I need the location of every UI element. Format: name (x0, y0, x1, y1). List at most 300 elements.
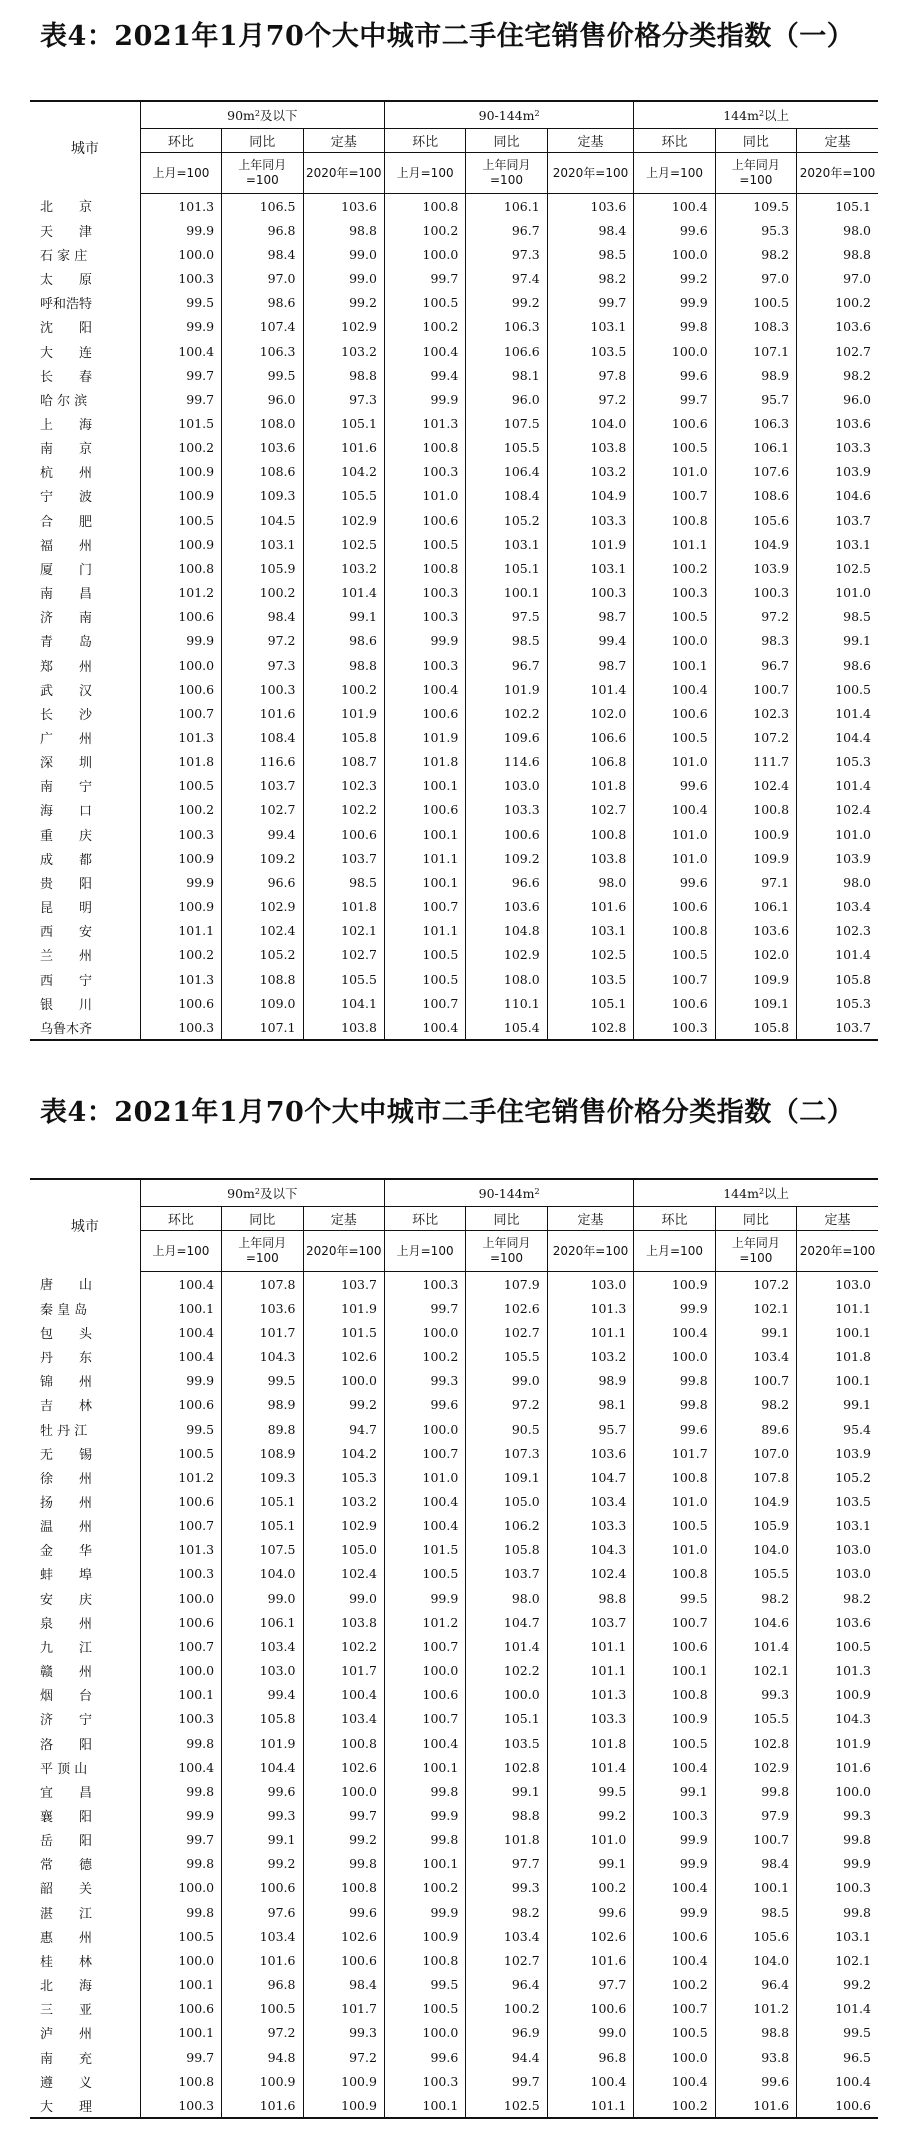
yoy-mid-cell: 108.4 (466, 484, 547, 508)
mom-small-cell: 99.8 (140, 1900, 221, 1924)
fixed-mid-cell: 100.3 (547, 581, 634, 605)
yoy-small-cell: 99.4 (222, 822, 303, 846)
fixed-mid-cell: 103.8 (547, 846, 634, 870)
yoy-large-cell: 107.8 (715, 1465, 796, 1489)
yoy-large-cell: 106.3 (715, 411, 796, 435)
mom-small-cell: 100.1 (140, 1296, 221, 1320)
fixed-mid-cell: 103.4 (547, 1489, 634, 1513)
yoy-mid-cell: 102.7 (466, 1320, 547, 1344)
yoy-small-cell: 97.2 (222, 629, 303, 653)
yoy-small-cell: 109.2 (222, 846, 303, 870)
mom-mid-cell: 101.1 (384, 919, 465, 943)
fixed-small-cell: 105.8 (303, 725, 384, 749)
table-row (30, 1924, 878, 1948)
yoy-large-cell: 107.1 (715, 339, 796, 363)
base-mom-label: 上月=100 (384, 1231, 465, 1272)
yoy-small-cell: 107.4 (222, 315, 303, 339)
mom-large-cell: 100.6 (634, 411, 715, 435)
fixed-mid-cell: 100.8 (547, 822, 634, 846)
yoy-mid-cell: 96.7 (466, 653, 547, 677)
yoy-small-cell: 103.1 (222, 532, 303, 556)
fixed-mid-cell: 105.1 (547, 991, 634, 1015)
yoy-small-cell: 102.9 (222, 895, 303, 919)
yoy-large-cell: 98.9 (715, 363, 796, 387)
table-1-title: 表4：2021年1月70个大中城市二手住宅销售价格分类指数（一） (40, 21, 855, 52)
fixed-mid-cell: 97.7 (547, 1973, 634, 1997)
fixed-small-cell: 102.9 (303, 315, 384, 339)
table-row (30, 653, 878, 677)
yoy-large-cell: 98.2 (715, 1393, 796, 1417)
fixed-small-cell: 103.8 (303, 1610, 384, 1634)
yoy-large-cell: 107.2 (715, 725, 796, 749)
fixed-mid-cell: 98.7 (547, 653, 634, 677)
yoy-small-cell: 98.4 (222, 605, 303, 629)
yoy-small-cell: 96.6 (222, 870, 303, 894)
city-name-cell: 厦 门 (40, 562, 93, 578)
mom-large-cell: 101.1 (634, 532, 715, 556)
yoy-mid-cell: 102.7 (466, 1948, 547, 1972)
base-fixed-label: 2020年=100 (547, 1231, 634, 1272)
yoy-large-cell: 105.8 (715, 1015, 796, 1040)
yoy-small-cell: 101.7 (222, 1320, 303, 1344)
yoy-large-cell: 100.9 (715, 822, 796, 846)
mom-small-cell: 99.7 (140, 363, 221, 387)
mom-small-cell: 100.5 (140, 774, 221, 798)
city-name-cell: 丹 东 (40, 1351, 93, 1367)
mom-small-cell: 99.9 (140, 218, 221, 242)
fixed-mid-cell: 101.8 (547, 1731, 634, 1755)
yoy-mid-cell: 109.6 (466, 725, 547, 749)
fixed-large-cell: 104.6 (797, 484, 878, 508)
city-name-cell: 宁 波 (40, 490, 93, 506)
yoy-mid-cell: 103.0 (466, 774, 547, 798)
mom-mid-cell: 99.4 (384, 363, 465, 387)
yoy-small-cell: 89.8 (222, 1417, 303, 1441)
fixed-small-cell: 102.2 (303, 798, 384, 822)
mom-mid-cell: 100.3 (384, 581, 465, 605)
table-row (30, 1344, 878, 1368)
fixed-small-cell: 98.6 (303, 629, 384, 653)
yoy-mid-cell: 101.9 (466, 677, 547, 701)
fixed-mid-cell: 103.2 (547, 460, 634, 484)
city-name-cell: 重 庆 (40, 828, 93, 844)
yoy-small-cell: 97.0 (222, 266, 303, 290)
fixed-small-cell: 104.2 (303, 1441, 384, 1465)
city-name-cell: 天 津 (40, 224, 93, 240)
table-row (30, 1876, 878, 1900)
yoy-small-cell: 106.5 (222, 194, 303, 219)
mom-small-cell: 100.9 (140, 484, 221, 508)
base-mom-label: 上月=100 (384, 153, 465, 194)
yoy-large-cell: 109.1 (715, 991, 796, 1015)
fixed-small-cell: 105.3 (303, 1465, 384, 1489)
mom-mid-cell: 100.5 (384, 943, 465, 967)
fixed-large-cell: 103.9 (797, 460, 878, 484)
fixed-mid-cell: 99.5 (547, 1779, 634, 1803)
table-row (30, 315, 878, 339)
fixed-mid-cell: 101.1 (547, 1320, 634, 1344)
mom-small-cell: 100.9 (140, 532, 221, 556)
city-name-cell: 太 原 (40, 273, 93, 289)
yoy-mid-cell: 106.6 (466, 339, 547, 363)
table-row (30, 363, 878, 387)
yoy-small-cell: 102.7 (222, 798, 303, 822)
yoy-mid-cell: 102.9 (466, 943, 547, 967)
mom-large-cell: 100.9 (634, 1707, 715, 1731)
fixed-small-cell: 102.2 (303, 1634, 384, 1658)
table-2-title: 表4：2021年1月70个大中城市二手住宅销售价格分类指数（二） (40, 1097, 855, 1128)
fixed-mid-cell: 101.9 (547, 532, 634, 556)
mom-mid-cell: 99.8 (384, 1779, 465, 1803)
yoy-mid-cell: 100.6 (466, 822, 547, 846)
fixed-mid-cell: 97.8 (547, 363, 634, 387)
fixed-mid-cell: 95.7 (547, 1417, 634, 1441)
city-name-cell: 唐 山 (40, 1278, 93, 1294)
mom-mid-cell: 99.9 (384, 1900, 465, 1924)
fixed-large-cell: 99.9 (797, 1852, 878, 1876)
mom-large-cell: 100.4 (634, 1876, 715, 1900)
table-row (30, 387, 878, 411)
fixed-large-cell: 103.6 (797, 411, 878, 435)
fixed-large-cell: 96.5 (797, 2045, 878, 2069)
table-row (30, 1755, 878, 1779)
fixed-mid-cell: 101.8 (547, 774, 634, 798)
city-header: 城市 (30, 101, 140, 194)
mom-mid-cell: 100.8 (384, 556, 465, 580)
fixed-large-cell: 101.3 (797, 1659, 878, 1683)
table-row (30, 1417, 878, 1441)
city-name-cell: 南 京 (40, 442, 93, 458)
mom-large-cell: 100.9 (634, 1272, 715, 1297)
mom-large-cell: 101.7 (634, 1441, 715, 1465)
fixed-small-cell: 105.0 (303, 1538, 384, 1562)
table-row (30, 242, 878, 266)
yoy-large-cell: 98.2 (715, 242, 796, 266)
table-row (30, 339, 878, 363)
mom-large-cell: 100.7 (634, 484, 715, 508)
mom-small-cell: 100.6 (140, 1489, 221, 1513)
fixed-large-cell: 100.9 (797, 1683, 878, 1707)
fixed-large-cell: 98.0 (797, 218, 878, 242)
fixed-large-cell: 103.1 (797, 532, 878, 556)
fixed-large-cell: 105.2 (797, 1465, 878, 1489)
mom-small-cell: 99.9 (140, 315, 221, 339)
table-row (30, 1538, 878, 1562)
yoy-small-cell: 109.0 (222, 991, 303, 1015)
yoy-mid-cell: 108.0 (466, 967, 547, 991)
yoy-large-cell: 109.9 (715, 967, 796, 991)
yoy-small-cell: 103.4 (222, 1924, 303, 1948)
mom-small-cell: 100.7 (140, 1634, 221, 1658)
city-name-cell: 九 江 (40, 1640, 93, 1656)
mom-large-cell: 99.2 (634, 266, 715, 290)
mom-large-cell: 100.6 (634, 701, 715, 725)
fixed-mid-cell: 101.6 (547, 1948, 634, 1972)
fixed-mid-cell: 102.5 (547, 943, 634, 967)
mom-small-cell: 100.4 (140, 339, 221, 363)
mom-mid-cell: 100.0 (384, 2021, 465, 2045)
fixed-large-cell: 100.6 (797, 2093, 878, 2118)
table-row (30, 1514, 878, 1538)
mom-large-cell: 99.8 (634, 1369, 715, 1393)
city-name-cell: 西 宁 (40, 973, 93, 989)
yoy-small-cell: 98.4 (222, 242, 303, 266)
city-name-cell: 石 家 庄 (40, 248, 88, 264)
yoy-small-cell: 106.3 (222, 339, 303, 363)
fixed-mid-cell: 102.4 (547, 1562, 634, 1586)
group-header-small: $90m^2$及以下 (140, 1179, 384, 1207)
mom-large-cell: 100.5 (634, 943, 715, 967)
mom-large-cell: 100.0 (634, 242, 715, 266)
mom-mid-cell: 101.9 (384, 725, 465, 749)
yoy-small-cell: 116.6 (222, 750, 303, 774)
yoy-small-cell: 102.4 (222, 919, 303, 943)
table-row (30, 967, 878, 991)
yoy-header: 同比 (222, 1207, 303, 1231)
fixed-small-cell: 103.7 (303, 846, 384, 870)
yoy-large-cell: 98.2 (715, 1586, 796, 1610)
yoy-mid-cell: 96.6 (466, 870, 547, 894)
mom-mid-cell: 100.3 (384, 1272, 465, 1297)
fixed-small-cell: 102.3 (303, 774, 384, 798)
table-row (30, 2093, 878, 2118)
table-row (30, 1296, 878, 1320)
mom-small-cell: 101.3 (140, 725, 221, 749)
mom-large-cell: 99.9 (634, 1296, 715, 1320)
mom-small-cell: 100.0 (140, 1876, 221, 1900)
fixed-small-cell: 98.8 (303, 363, 384, 387)
mom-mid-cell: 99.9 (384, 1803, 465, 1827)
yoy-mid-cell: 107.9 (466, 1272, 547, 1297)
mom-small-cell: 100.3 (140, 266, 221, 290)
fixed-large-cell: 100.4 (797, 2069, 878, 2093)
yoy-mid-cell: 99.0 (466, 1369, 547, 1393)
yoy-mid-cell: 97.3 (466, 242, 547, 266)
mom-header: 环比 (140, 1207, 221, 1231)
mom-mid-cell: 100.0 (384, 242, 465, 266)
fixed-large-cell: 98.5 (797, 605, 878, 629)
fixed-small-cell: 101.7 (303, 1997, 384, 2021)
fixed-mid-cell: 99.2 (547, 1803, 634, 1827)
table-row (30, 919, 878, 943)
yoy-large-cell: 99.1 (715, 1320, 796, 1344)
yoy-small-cell: 99.1 (222, 1828, 303, 1852)
mom-large-cell: 100.0 (634, 1344, 715, 1368)
mom-small-cell: 100.8 (140, 556, 221, 580)
mom-large-cell: 99.9 (634, 1828, 715, 1852)
yoy-header: 同比 (222, 129, 303, 153)
mom-small-cell: 100.5 (140, 1924, 221, 1948)
group-header-mid: $90-144m^2$ (384, 101, 633, 129)
city-name-cell: 宜 昌 (40, 1785, 93, 1801)
fixed-mid-cell: 106.8 (547, 750, 634, 774)
city-name-cell: 郑 州 (40, 659, 93, 675)
city-name-cell: 济 宁 (40, 1713, 93, 1729)
yoy-large-cell: 101.4 (715, 1634, 796, 1658)
mom-mid-cell: 101.5 (384, 1538, 465, 1562)
fixed-base-header: 定基 (797, 1207, 878, 1231)
city-name-cell: 徐 州 (40, 1471, 93, 1487)
yoy-small-cell: 100.3 (222, 677, 303, 701)
city-name-cell: 兰 州 (40, 949, 93, 965)
fixed-mid-cell: 98.9 (547, 1369, 634, 1393)
yoy-mid-cell: 99.7 (466, 2069, 547, 2093)
table-row (30, 1707, 878, 1731)
yoy-mid-cell: 103.6 (466, 895, 547, 919)
mom-large-cell: 100.8 (634, 1465, 715, 1489)
yoy-large-cell: 103.9 (715, 556, 796, 580)
table-row (30, 798, 878, 822)
mom-large-cell: 101.0 (634, 846, 715, 870)
mom-mid-cell: 100.8 (384, 436, 465, 460)
yoy-small-cell: 104.4 (222, 1755, 303, 1779)
yoy-large-cell: 100.8 (715, 798, 796, 822)
mom-large-cell: 99.6 (634, 1417, 715, 1441)
mom-mid-cell: 100.4 (384, 1489, 465, 1513)
yoy-small-cell: 108.6 (222, 460, 303, 484)
yoy-mid-cell: 100.2 (466, 1997, 547, 2021)
fixed-large-cell: 100.0 (797, 1779, 878, 1803)
yoy-large-cell: 104.0 (715, 1948, 796, 1972)
yoy-mid-cell: 105.1 (466, 1707, 547, 1731)
table-row (30, 822, 878, 846)
fixed-small-cell: 100.0 (303, 1779, 384, 1803)
table-row (30, 1779, 878, 1803)
yoy-large-cell: 95.3 (715, 218, 796, 242)
yoy-mid-cell: 99.2 (466, 291, 547, 315)
table-row (30, 1465, 878, 1489)
city-name-cell: 襄 阳 (40, 1810, 93, 1826)
fixed-mid-cell: 101.3 (547, 1683, 634, 1707)
yoy-large-cell: 106.1 (715, 895, 796, 919)
city-name-cell: 长 沙 (40, 707, 93, 723)
mom-small-cell: 100.2 (140, 436, 221, 460)
mom-small-cell: 100.2 (140, 943, 221, 967)
mom-mid-cell: 101.1 (384, 846, 465, 870)
yoy-mid-cell: 100.0 (466, 1683, 547, 1707)
yoy-mid-cell: 98.0 (466, 1586, 547, 1610)
mom-small-cell: 100.9 (140, 895, 221, 919)
mom-large-cell: 99.9 (634, 1900, 715, 1924)
yoy-large-cell: 108.3 (715, 315, 796, 339)
mom-large-cell: 100.4 (634, 677, 715, 701)
fixed-small-cell: 105.1 (303, 411, 384, 435)
fixed-small-cell: 99.0 (303, 1586, 384, 1610)
mom-small-cell: 99.9 (140, 870, 221, 894)
table-row (30, 1489, 878, 1513)
table-row (30, 581, 878, 605)
fixed-large-cell: 103.5 (797, 1489, 878, 1513)
table-row (30, 991, 878, 1015)
fixed-small-cell: 98.5 (303, 870, 384, 894)
yoy-small-cell: 99.5 (222, 1369, 303, 1393)
fixed-small-cell: 103.2 (303, 339, 384, 363)
yoy-large-cell: 96.7 (715, 653, 796, 677)
fixed-small-cell: 102.9 (303, 508, 384, 532)
yoy-mid-cell: 106.4 (466, 460, 547, 484)
mom-small-cell: 100.4 (140, 1272, 221, 1297)
yoy-small-cell: 96.8 (222, 218, 303, 242)
mom-mid-cell: 100.1 (384, 2093, 465, 2118)
city-name-cell: 泸 州 (40, 2027, 93, 2043)
yoy-mid-cell: 99.1 (466, 1779, 547, 1803)
mom-large-cell: 100.4 (634, 798, 715, 822)
yoy-large-cell: 95.7 (715, 387, 796, 411)
table-row (30, 701, 878, 725)
fixed-small-cell: 102.9 (303, 1514, 384, 1538)
city-name-cell: 乌鲁木齐 (30, 1015, 140, 1040)
fixed-mid-cell: 101.6 (547, 895, 634, 919)
city-name-cell: 韶 关 (40, 1882, 93, 1898)
fixed-large-cell: 99.3 (797, 1803, 878, 1827)
city-name-cell: 南 昌 (40, 587, 93, 603)
fixed-small-cell: 99.0 (303, 266, 384, 290)
table-row (30, 1973, 878, 1997)
city-name-cell: 包 头 (40, 1326, 93, 1342)
fixed-small-cell: 99.6 (303, 1900, 384, 1924)
city-name-cell: 牡 丹 江 (40, 1423, 88, 1439)
fixed-large-cell: 98.6 (797, 653, 878, 677)
fixed-mid-cell: 104.0 (547, 411, 634, 435)
yoy-large-cell: 89.6 (715, 1417, 796, 1441)
yoy-small-cell: 99.3 (222, 1803, 303, 1827)
yoy-large-cell: 111.7 (715, 750, 796, 774)
mom-small-cell: 99.8 (140, 1852, 221, 1876)
mom-small-cell: 100.2 (140, 798, 221, 822)
fixed-large-cell: 101.0 (797, 822, 878, 846)
mom-large-cell: 99.6 (634, 218, 715, 242)
fixed-large-cell: 104.4 (797, 725, 878, 749)
mom-mid-cell: 99.9 (384, 1586, 465, 1610)
fixed-mid-cell: 103.0 (547, 1272, 634, 1297)
table-row (30, 508, 878, 532)
mom-large-cell: 100.0 (634, 629, 715, 653)
mom-large-cell: 100.4 (634, 1755, 715, 1779)
fixed-large-cell: 103.1 (797, 1514, 878, 1538)
yoy-large-cell: 101.2 (715, 1997, 796, 2021)
yoy-small-cell: 104.0 (222, 1562, 303, 1586)
fixed-large-cell: 99.1 (797, 1393, 878, 1417)
mom-small-cell: 101.8 (140, 750, 221, 774)
fixed-large-cell: 102.7 (797, 339, 878, 363)
yoy-large-cell: 102.8 (715, 1731, 796, 1755)
mom-mid-cell: 100.7 (384, 1441, 465, 1465)
mom-small-cell: 101.5 (140, 411, 221, 435)
yoy-small-cell: 105.2 (222, 943, 303, 967)
yoy-large-cell: 104.0 (715, 1538, 796, 1562)
yoy-large-cell: 99.3 (715, 1683, 796, 1707)
yoy-mid-cell: 96.4 (466, 1973, 547, 1997)
fixed-mid-cell: 99.0 (547, 2021, 634, 2045)
mom-mid-cell: 100.1 (384, 1755, 465, 1779)
mom-large-cell: 100.8 (634, 508, 715, 532)
mom-large-cell: 101.0 (634, 822, 715, 846)
yoy-small-cell: 97.6 (222, 1900, 303, 1924)
mom-small-cell: 99.5 (140, 291, 221, 315)
base-mom-label: 上月=100 (634, 1231, 715, 1272)
table-row (30, 556, 878, 580)
city-name-cell: 武 汉 (40, 683, 93, 699)
mom-mid-cell: 100.2 (384, 315, 465, 339)
mom-small-cell: 101.3 (140, 1538, 221, 1562)
city-name-cell: 沈 阳 (40, 321, 93, 337)
yoy-small-cell: 97.2 (222, 2021, 303, 2045)
yoy-header: 同比 (715, 1207, 796, 1231)
yoy-mid-cell: 105.1 (466, 556, 547, 580)
yoy-mid-cell: 103.1 (466, 532, 547, 556)
yoy-small-cell: 99.0 (222, 1586, 303, 1610)
fixed-small-cell: 102.6 (303, 1344, 384, 1368)
